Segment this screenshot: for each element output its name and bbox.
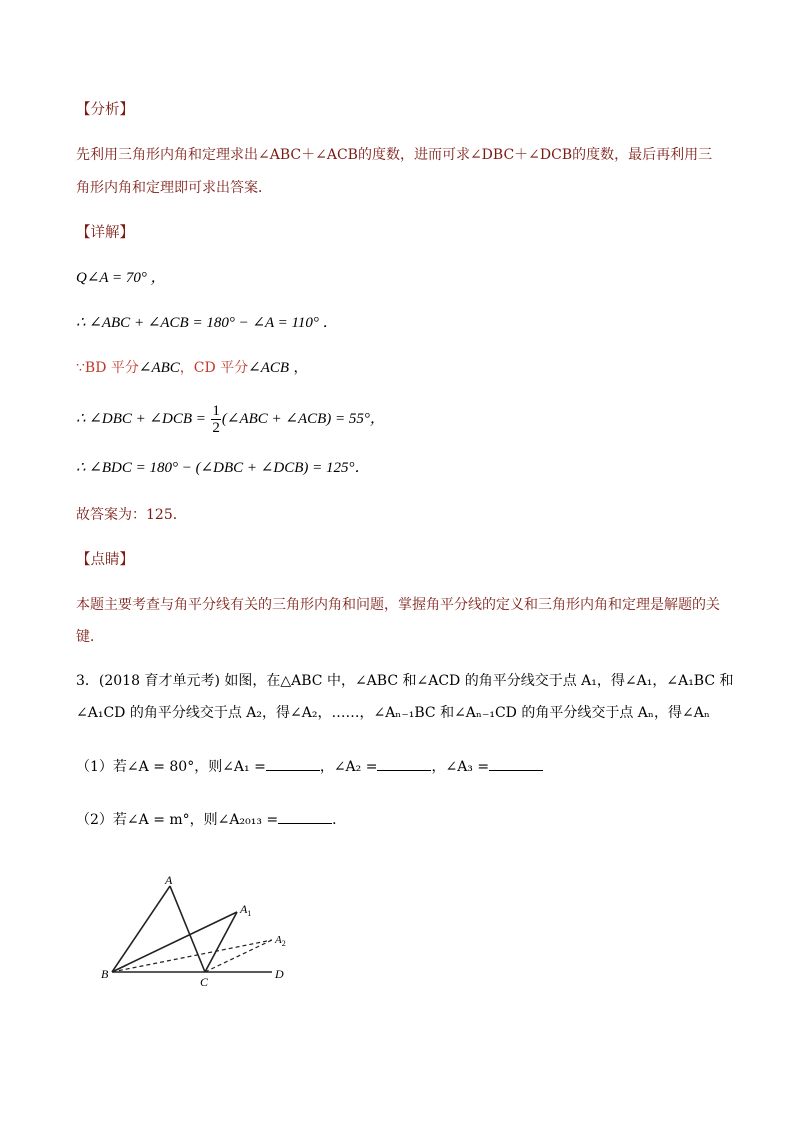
comment-line-2: 键． — [76, 629, 104, 645]
step-3-math-d: ∠ACB — [248, 360, 290, 376]
fraction-numerator: 1 — [212, 402, 220, 419]
segment-BA — [112, 886, 170, 972]
label-D: D — [275, 967, 284, 981]
segment-CA2 — [205, 940, 272, 972]
detail-heading: 【详解】 — [76, 225, 134, 241]
answer-blank-1[interactable] — [266, 756, 320, 771]
detail-step-4 — [76, 402, 724, 436]
detail-step-1 — [76, 265, 724, 292]
part-2-suffix: ． — [332, 812, 347, 828]
analysis-heading: 【分析】 — [76, 102, 134, 118]
detail-step-2 — [76, 310, 724, 337]
segment-BA1 — [112, 912, 237, 972]
label-C: C — [200, 975, 209, 989]
segment-BA2 — [112, 940, 272, 972]
answer-blank-4[interactable] — [278, 809, 332, 824]
segment-CA1 — [205, 912, 237, 972]
step-4-fraction — [211, 403, 221, 436]
part-1-prefix: （1）若∠A = 80°，则∠A₁ = — [76, 759, 266, 775]
step-3-math-b: ∠ABC — [138, 360, 180, 376]
step-1-math: Q∠A = 70° ， — [76, 270, 166, 286]
answer-blank-3[interactable] — [489, 756, 543, 771]
step-3-text-a: ∵BD 平分 — [76, 360, 139, 376]
step-4-post: (∠ABC + ∠ACB) = 55°， — [221, 411, 385, 427]
triangle-figure — [90, 870, 310, 995]
question-3-part-1 — [76, 754, 724, 781]
analysis-line-1: 先利用三角形内角和定理求出∠ABC＋∠ACB的度数，进而可求∠DBC＋∠DCB的度数，最后再利用三 — [76, 147, 713, 163]
analysis-line-2: 角形内角和定理即可求出答案． — [76, 180, 272, 196]
comment-line-1: 本题主要考查与角平分线有关的三角形内角和问题，掌握角平分线的定义和三角形内角和定理是解题的关 — [76, 597, 720, 613]
step-5-math: ∴ ∠BDC = 180° − (∠DBC + ∠DCB) = 125°． — [76, 460, 370, 476]
part-1-mid-1: ，∠A₂ = — [319, 759, 378, 775]
answer-blank-2[interactable] — [377, 756, 431, 771]
label-B: B — [101, 967, 109, 981]
question-3-line-2: ∠A₁CD 的角平分线交于点 A₂，得∠A₂，……，∠Aₙ₋₁BC 和∠Aₙ₋₁CD 的角平分线交于点 Aₙ，得∠Aₙ — [76, 705, 710, 721]
label-A2: $A_2$ — [275, 934, 286, 948]
question-3-part-2 — [76, 807, 724, 834]
label-A: A — [165, 873, 173, 887]
step-4-pre: ∴ ∠DBC + ∠DCB = — [76, 411, 206, 427]
part-2-prefix: （2）若∠A = m°，则∠A₂₀₁₃ = — [76, 812, 279, 828]
step-3-text-c: ，CD 平分 — [179, 360, 249, 376]
question-3-line-1: 3．(2018 育才单元考) 如图，在△ABC 中，∠ABC 和∠ACD 的角平分线交于点 A₁，得∠A₁，∠A₁BC 和 — [76, 673, 734, 689]
label-A1: $A_1$ — [240, 902, 252, 918]
comment-heading: 【点睛】 — [76, 552, 134, 568]
fraction-denominator: 2 — [212, 419, 220, 436]
step-2-math: ∴ ∠ABC + ∠ACB = 180° − ∠A = 110° ． — [76, 315, 338, 331]
detail-step-3 — [76, 355, 724, 382]
part-1-mid-2: ，∠A₃ = — [431, 759, 490, 775]
detail-step-5 — [76, 455, 724, 482]
detail-answer: 故答案为：125． — [76, 507, 187, 523]
step-3-text-e: ， — [289, 360, 308, 376]
